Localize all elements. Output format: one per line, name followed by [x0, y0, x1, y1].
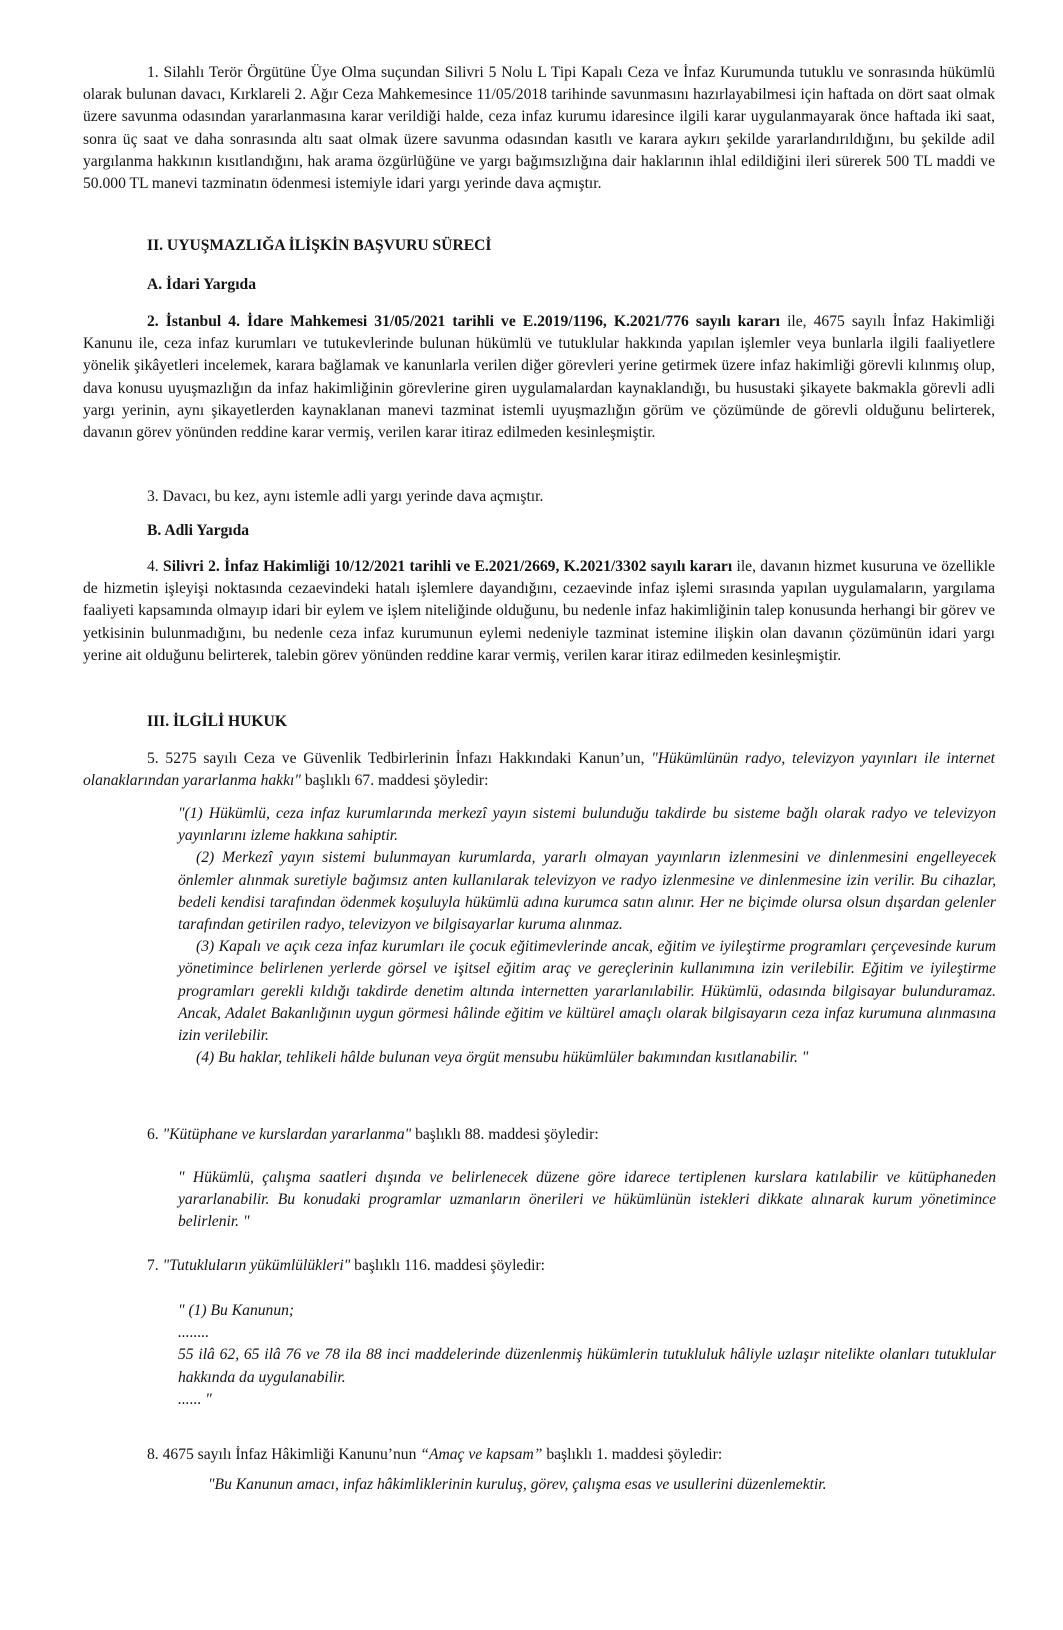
quote-116-ellipsis-1: ........ — [178, 1324, 210, 1342]
paragraph-5-italic: "Hükümlünün radyo, televizyon yayınları ile internet olanaklarından yararlanma hakkı" — [83, 750, 995, 790]
quote-article-116 — [178, 1300, 996, 1411]
quote-article-67 — [178, 803, 996, 1069]
paragraph-6-italic: "Kütüphane ve kurslardan yararlanma" — [162, 1126, 412, 1143]
quote-88-text: " Hükümlü, çalışma saatleri dışında ve belirlenecek düzene göre idarece tertiplenen kurslara katılabilir ve kütüphaneden yararlanabilir. Bu konudaki programlar uzmanların önerileri ve hükümlünün istekleri dikkate alınarak kurum yönetimince belirlenir. " — [178, 1169, 996, 1231]
paragraph-8-text: 8. 4675 sayılı İnfaz Hâkimliği Kanunu’nun — [147, 1446, 421, 1463]
paragraph-4-lead: 4. — [147, 558, 164, 575]
quote-67-clause-1: "(1) Hükümlü, ceza infaz kurumlarında merkezî yayın sistemi bulunduğu takdirde bu sisteme bağlı olarak radyo ve televizyon yayınlarını izleme hakkına sahiptir. — [178, 805, 996, 845]
quote-1-text: "Bu Kanunun amacı, infaz hâkimliklerinin kuruluş, görev, çalışma esas ve usullerini düzenlemektir. — [208, 1476, 827, 1493]
quote-116-line-1: " (1) Bu Kanunun; — [178, 1302, 295, 1319]
quote-67-clause-2: (2) Merkezî yayın sistemi bulunmayan kurumlarda, yararlı olmayan yayınların izlenmesini ve dinlenmesini engelleyecek önlemler alınmak suretiyle bağımsız anten kullanılarak televizyon ve radyo izlenmesine ve dinlenmesine izin verilir. Bu cihazlar, bedeli kendisi tarafından ödenmek koşuluyla hükümlü adına kurumca satın alınır. Her ne biçimde olursa olsun dışardan gelenler tarafından getirilen radyo, televizyon ve bilgisayarlar kuruma alınmaz. — [178, 849, 996, 934]
quote-article-88 — [178, 1167, 996, 1234]
paragraph-6-lead: 6. — [147, 1126, 163, 1143]
paragraph-5 — [83, 748, 995, 792]
quote-116-ellipsis-2: ...... " — [178, 1390, 212, 1408]
paragraph-3-text: 3. Davacı, bu kez, aynı istemle adli yargı yerinde dava açmıştır. — [147, 488, 544, 505]
paragraph-8 — [83, 1444, 995, 1466]
paragraph-8-italic: “Amaç ve kapsam” — [420, 1446, 543, 1463]
paragraph-6 — [83, 1124, 995, 1146]
section-heading-iii: III. İLGİLİ HUKUK — [147, 713, 287, 730]
paragraph-2-text: ile, 4675 sayılı İnfaz Hakimliği Kanunu ile, ceza infaz kurumları ve tutukevlerinde bulunan hükümlü ve tutuklular hakkında yapılan işlemler veya bunlarla ilgili faaliyetlere yönelik şikâyetleri incelemek, karara bağlamak ve kanunlarla verilen diğer görevleri yerine getirmek üzere infaz hakimliği görevli kılınmış olup, dava konusu uyuşmazlığın da infaz hakimliğinin görevlerine giren uygulamalardan kaynaklandığı, bu husustaki şikayete bakmakla görevli adli yargı yerinin, aynı şikayetlerden kaynaklanan manevi tazminat istemli uyuşmazlığın görüm ve çözümünde de görevli olduğunu belirterek, davanın görev yönünden reddine karar vermiş, verilen karar itiraz edilmeden kesinleşmiştir. — [83, 313, 995, 442]
paragraph-2-bold: 2. İstanbul 4. İdare Mahkemesi 31/05/2021 tarihli ve E.2019/1196, K.2021/776 sayılı kararı — [147, 313, 781, 330]
paragraph-4-bold: Silivri 2. İnfaz Hakimliği 10/12/2021 tarihli ve E.2021/2669, K.2021/3302 sayılı kararı — [163, 558, 733, 575]
paragraph-7-lead: 7. — [147, 1257, 163, 1274]
paragraph-7-tail: başlıklı 116. maddesi şöyledir: — [350, 1257, 546, 1274]
quote-67-clause-4: (4) Bu haklar, tehlikeli hâlde bulunan veya örgüt mensubu hükümlüler bakımından kısıtlanabilir. " — [196, 1049, 809, 1067]
paragraph-7 — [83, 1255, 995, 1277]
paragraph-7-italic: "Tutukluların yükümlülükleri" — [162, 1257, 351, 1274]
subheading-b: B. Adli Yargıda — [147, 522, 250, 539]
paragraph-3 — [83, 486, 995, 508]
quote-article-1 — [208, 1474, 958, 1496]
quote-67-clause-3: (3) Kapalı ve açık ceza infaz kurumları ile çocuk eğitimevlerinde ancak, eğitim ve iyileştirme programları çerçevesinde kurum yönetimince belirlenen yerlerde görsel ve işitsel eğitim araç ve gereçlerinin kullanımına izin verilebilir. Eğitim ve iyileştirme programları gerekli kıldığı takdirde denetim altında internetten yararlanılabilir. Hükümlü, odasında bilgisayar bulunduramaz. Ancak, Adalet Bakanlığının uygun görmesi hâlinde eğitim ve kültürel amaçlı olarak bilgisayarın ceza infaz kurumuna alınmasına izin verilebilir. — [178, 938, 996, 1045]
paragraph-2 — [83, 311, 995, 444]
paragraph-5-text: 5. 5275 sayılı Ceza ve Güvenlik Tedbirlerinin İnfazı Hakkındaki Kanun’un, — [147, 750, 652, 767]
paragraph-5-tail: başlıklı 67. maddesi şöyledir: — [300, 772, 489, 790]
quote-116-line-2: 55 ilâ 62, 65 ilâ 76 ve 78 ila 88 inci maddelerinde düzenlenmiş hükümlerin tutukluluk hâliyle uzlaşır nitelikte olanları tutuklular hakkında da uygulanabilir. — [178, 1346, 996, 1386]
subheading-a: A. İdari Yargıda — [147, 276, 257, 293]
paragraph-4 — [83, 556, 995, 667]
paragraph-8-tail: başlıklı 1. maddesi şöyledir: — [542, 1446, 723, 1463]
section-heading-ii: II. UYUŞMAZLIĞA İLİŞKİN BAŞVURU SÜRECİ — [147, 237, 492, 254]
paragraph-1-text: 1. Silahlı Terör Örgütüne Üye Olma suçundan Silivri 5 Nolu L Tipi Kapalı Ceza ve İnfaz Kurumunda tutuklu ve sonrasında hükümlü olarak bulunan davacı, Kırklareli 2. Ağır Ceza Mahkemesince 11/05/2018 tarihinde savunmasını hazırlayabilmesi için haftada on dört saat olmak üzere savunma odasından yararlanmasına karar verildiği halde, ceza infaz kurumu idaresince ilgili karar uygulanmayarak önce haftada iki saat, sonra üç saat ve daha sonrasında altı saat olmak üzere savunma odasından kasıtlı ve karara aykırı şekilde yararlandırıldığını, bu şekilde adil yargılanma hakkının kısıtlandığını, hak arama özgürlüğüne ve yargı bağımsızlığına dair haklarının ihlal edildiğini ileri sürerek 500 TL maddi ve 50.000 TL manevi tazminatın ödenmesi istemiyle idari yargı yerinde dava açmıştır. — [83, 64, 995, 193]
paragraph-6-tail: başlıklı 88. maddesi şöyledir: — [411, 1126, 599, 1143]
paragraph-4-text: ile, davanın hizmet kusuruna ve özellikle de hizmetin işleyişi noktasında cezaevindeki hatalı işlemlere dayandığını, cezaevinde infaz işlemi sırasında yapılan uygulamaların, yargılama faaliyeti kapsamında olmayıp idari bir eylem ve işlem niteliğinde olduğunu, bu nedenle infaz hakimliğinin talep konusunda herhangi bir görev ve yetkisinin bulunmadığını, bu nedenle ceza infaz kurumunun eylemi nedeniyle tazminat istemine ilişkin olan davanın çözümünün idari yargı yerine ait olduğunu belirterek, talebin görev yönünden reddine karar vermiş, verilen karar itiraz edilmeden kesinleşmiştir. — [83, 558, 995, 664]
paragraph-1 — [83, 62, 995, 195]
